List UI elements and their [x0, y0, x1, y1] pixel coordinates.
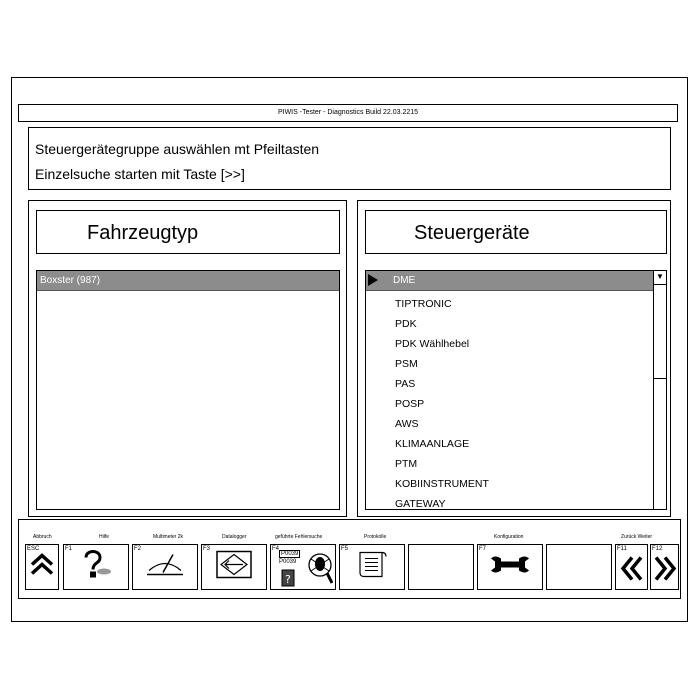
- instruction-line-2: Einzelsuche starten mit Taste [>>]: [35, 166, 245, 182]
- control-unit-item[interactable]: TIPTRONIC: [395, 298, 452, 310]
- control-unit-item[interactable]: GATEWAY: [395, 498, 446, 510]
- selection-pointer-icon: [368, 274, 378, 286]
- control-unit-item-selected[interactable]: [366, 271, 654, 291]
- control-unit-item[interactable]: KOBIINSTRUMENT: [395, 478, 489, 490]
- f7-configuration-button[interactable]: [477, 544, 543, 590]
- double-right-chevron-icon: [653, 554, 677, 587]
- f1-caption: Hilfe: [99, 534, 110, 540]
- guided-fault-finding-icon: [307, 551, 333, 590]
- control-unit-item[interactable]: PAS: [395, 378, 416, 390]
- scroll-thumb[interactable]: [654, 284, 666, 379]
- f2-key-code: F2: [134, 546, 142, 552]
- question-book-icon: [281, 569, 295, 592]
- vehicle-type-heading: Fahrzeugtyp: [36, 210, 340, 254]
- f5-caption: Protokolle: [364, 534, 387, 540]
- f7-caption: Konfiguration: [494, 534, 524, 540]
- f3-caption: Datalogger: [222, 534, 247, 540]
- f1-help-button[interactable]: [63, 544, 129, 590]
- double-up-chevron-icon: [28, 553, 56, 582]
- datalogger-icon: [215, 550, 253, 585]
- f3-datalogger-button[interactable]: [201, 544, 267, 590]
- application-frame: [11, 77, 688, 622]
- control-units-list[interactable]: [365, 270, 667, 510]
- wrench-icon: [489, 555, 531, 580]
- control-unit-label: DME: [393, 275, 416, 286]
- control-unit-item[interactable]: KLIMAANLAGE: [395, 438, 470, 450]
- f4-code-label-1: P0039: [281, 551, 299, 557]
- f8-empty-button[interactable]: [546, 544, 612, 590]
- double-left-chevron-icon: [620, 554, 644, 587]
- control-unit-item[interactable]: PTM: [395, 458, 418, 470]
- f4-key-code: F4: [272, 546, 280, 552]
- instruction-box: [28, 127, 671, 190]
- f2-caption: Multimeter 2k: [153, 534, 184, 540]
- f4-code-label-2: P0039: [279, 559, 297, 565]
- vehicle-type-panel: [28, 200, 347, 517]
- f12-key-code: F12: [652, 546, 663, 552]
- function-key-bar: [18, 519, 681, 599]
- window-title: PIWIS -Tester - Diagnostics Build 22.03.2215: [18, 104, 678, 122]
- scroll-down-button[interactable]: ▼: [654, 271, 666, 285]
- esc-key-button[interactable]: [25, 544, 59, 590]
- esc-key-code: ESC: [27, 546, 40, 552]
- esc-caption: Abbruch: [33, 534, 52, 540]
- multimeter-icon: [145, 551, 185, 584]
- f11-f12-caption: Zurück Weiter: [621, 534, 653, 540]
- f12-next-button[interactable]: [650, 544, 679, 590]
- protocol-icon: [356, 550, 388, 585]
- help-icon: [78, 548, 114, 587]
- scrollbar[interactable]: [653, 271, 666, 509]
- f11-key-code: F11: [617, 546, 627, 552]
- f1-key-code: F1: [65, 546, 73, 552]
- control-unit-item[interactable]: PDK: [395, 318, 417, 330]
- control-units-heading: Steuergeräte: [365, 210, 667, 254]
- control-unit-item[interactable]: POSP: [395, 398, 425, 410]
- f3-key-code: F3: [203, 546, 211, 552]
- f4-guided-fault-finding-button[interactable]: [270, 544, 336, 590]
- f5-key-code: F5: [341, 546, 349, 552]
- f4-caption: geführte Fehlersuche: [275, 534, 323, 540]
- control-unit-item[interactable]: PSM: [395, 358, 418, 370]
- f7-key-code: F7: [479, 546, 487, 552]
- vehicle-type-item-selected[interactable]: Boxster (987): [37, 271, 339, 291]
- f6-empty-button[interactable]: [408, 544, 474, 590]
- svg-text:?: ?: [285, 573, 291, 586]
- control-unit-item[interactable]: PDK Wählhebel: [395, 338, 470, 350]
- instruction-line-1: Steuergerätegruppe auswählen mt Pfeiltasten: [35, 141, 320, 157]
- f5-protocol-button[interactable]: [339, 544, 405, 590]
- f11-back-button[interactable]: [615, 544, 648, 590]
- control-units-panel: [357, 200, 671, 517]
- vehicle-type-list[interactable]: [36, 270, 340, 510]
- control-unit-item[interactable]: AWS: [395, 418, 419, 430]
- f2-multimeter-button[interactable]: [132, 544, 198, 590]
